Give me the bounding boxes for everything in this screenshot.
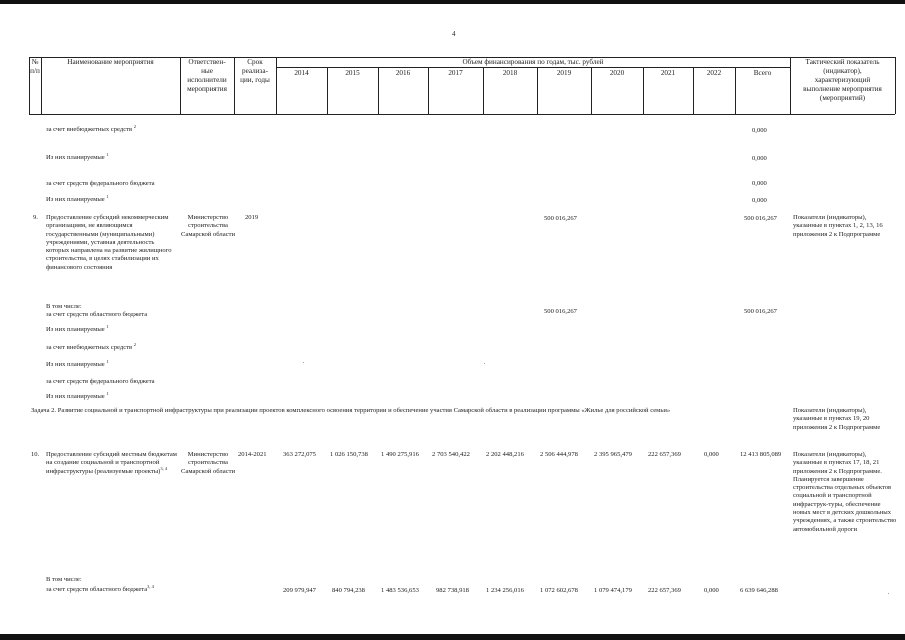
header-year: 2015	[345, 69, 360, 77]
header-year: 2017	[448, 69, 463, 77]
row-label: за счет внебюджетных средств $^2$	[46, 341, 137, 351]
row-total: 0,000	[752, 197, 767, 204]
top-border	[0, 0, 905, 4]
item-number: 10.	[31, 451, 40, 458]
header-year: 2020	[609, 69, 625, 77]
row-total: 6 639 646,288	[740, 587, 778, 594]
row-value-2020: 1 079 474,179	[594, 587, 632, 594]
item-value-2018: 2 202 448,216	[486, 451, 524, 458]
item-name: Предоставление субсидий местным бюджетам на создание социальной и транспортной инфраструктуры (реализуемые проекты)$^{3, 4}$	[46, 451, 177, 475]
row-total: 500 016,267	[744, 308, 777, 315]
item-value-2019: 500 016,267	[544, 215, 577, 222]
page-number: 4	[452, 30, 456, 38]
row-label: Из них планируемые $^1$	[46, 323, 109, 333]
scan-speck	[888, 593, 889, 594]
row-label: Из них планируемые $^1$	[46, 358, 109, 368]
row-label: за счет средств областного бюджета	[46, 311, 148, 318]
scan-speck	[484, 363, 485, 364]
header-num: № п/п	[30, 58, 40, 75]
row-total: 0,000	[752, 127, 767, 134]
row-value-2018: 1 234 256,016	[486, 587, 524, 594]
item-responsible: Министерство строительства Самарской области	[181, 214, 235, 238]
item-term: 2019	[245, 214, 259, 221]
header-year: 2021	[660, 69, 676, 77]
row-label: Из них планируемые $^1$	[46, 390, 109, 400]
row-label: за счет средств федерального бюджета	[46, 180, 155, 187]
item-value-2014: 363 272,075	[283, 451, 316, 458]
header-total: Всего	[753, 69, 772, 77]
header-year: 2014	[294, 69, 309, 77]
task-title: Задача 2. Развитие социальной и транспортной инфраструктуры при реализации проектов комплексного освоения территории и обеспечение участия Самарской области в реализации программы «Жилье для российской семьи»	[31, 407, 671, 414]
item-value-2021: 222 657,369	[648, 451, 681, 458]
row-value-2019: 500 016,267	[544, 308, 577, 315]
header-indicator: Тактический показатель (индикатор), характеризующий выполнение мероприятия (мероприятий)	[803, 58, 882, 102]
bottom-border	[0, 634, 905, 640]
row-total: 0,000	[752, 155, 767, 162]
row-label: Из них планируемые $^1$	[46, 193, 109, 203]
scan-speck	[303, 362, 304, 363]
task-indicator: Показатели (индикаторы), указанные в пунктах 19, 20 приложения 2 к Подпрограмме	[793, 407, 881, 431]
row-value-2014: 209 979,947	[283, 587, 316, 594]
item-value-2019: 2 506 444,978	[540, 451, 578, 458]
item-responsible: Министерство строительства Самарской области	[181, 451, 235, 475]
including-label: В том числе:	[46, 576, 82, 583]
header-responsible: Ответствен- ные исполнители мероприятия	[187, 58, 227, 93]
header-year: 2016	[395, 69, 411, 77]
row-value-2016: 1 483 536,653	[381, 587, 419, 594]
header-term: Срок реализа- ции, годы	[240, 58, 270, 84]
row-value-2022: 0,000	[704, 587, 719, 594]
including-label: В том числе:	[46, 303, 82, 310]
item-total: 12 413 805,089	[740, 451, 782, 458]
row-label: за счет средств федерального бюджета	[46, 378, 155, 385]
row-label: за счет средств областного бюджета$^{3, 4}$	[46, 583, 154, 593]
row-value-2019: 1 072 602,678	[540, 587, 578, 594]
header-year: 2022	[706, 69, 722, 77]
row-value-2015: 840 794,238	[332, 587, 365, 594]
row-total: 0,000	[752, 180, 767, 187]
row-value-2021: 222 657,369	[648, 587, 681, 594]
item-value-2022: 0,000	[704, 451, 719, 458]
item-value-2015: 1 026 150,738	[330, 451, 368, 458]
item-total: 500 016,267	[744, 215, 777, 222]
item-value-2016: 1 490 275,916	[381, 451, 419, 458]
item-indicator: Показатели (индикаторы), указанные в пунктах 1, 2, 13, 16 приложения 2 к Подпрограмме	[793, 214, 883, 238]
header-year: 2018	[502, 69, 518, 77]
row-label: за счет внебюджетных средств $^2$	[46, 123, 137, 133]
item-value-2020: 2 395 965,479	[594, 451, 632, 458]
header-year: 2019	[556, 69, 572, 77]
row-value-2017: 982 738,918	[436, 587, 469, 594]
header-funding: Объем финансирования по годам, тыс. рублей	[462, 58, 604, 66]
item-indicator: Показатели (индикаторы), указанные в пунктах 17, 18, 21 приложения 2 к Подпрограмме. Планируется завершение строительства отдельных объектов социальной и транспортной инфраструк-туры, обеспечение новых мест в детских дошкольных учреждениях, а также строительство автомобильной дороги	[793, 451, 897, 533]
header-name: Наименование мероприятия	[67, 58, 154, 66]
item-number: 9.	[33, 214, 38, 221]
row-label: Из них планируемые $^1$	[46, 151, 109, 161]
item-term: 2014-2021	[238, 451, 267, 458]
item-name: Предоставление субсидий некоммерческим организациям, не являющимся государственными (муниципальными) учреждениями, уставная деятельность которых направлена на развитие жилищного строительства, в целях стабилизации их финансового состояния	[46, 214, 172, 271]
item-value-2017: 2 703 540,422	[432, 451, 470, 458]
